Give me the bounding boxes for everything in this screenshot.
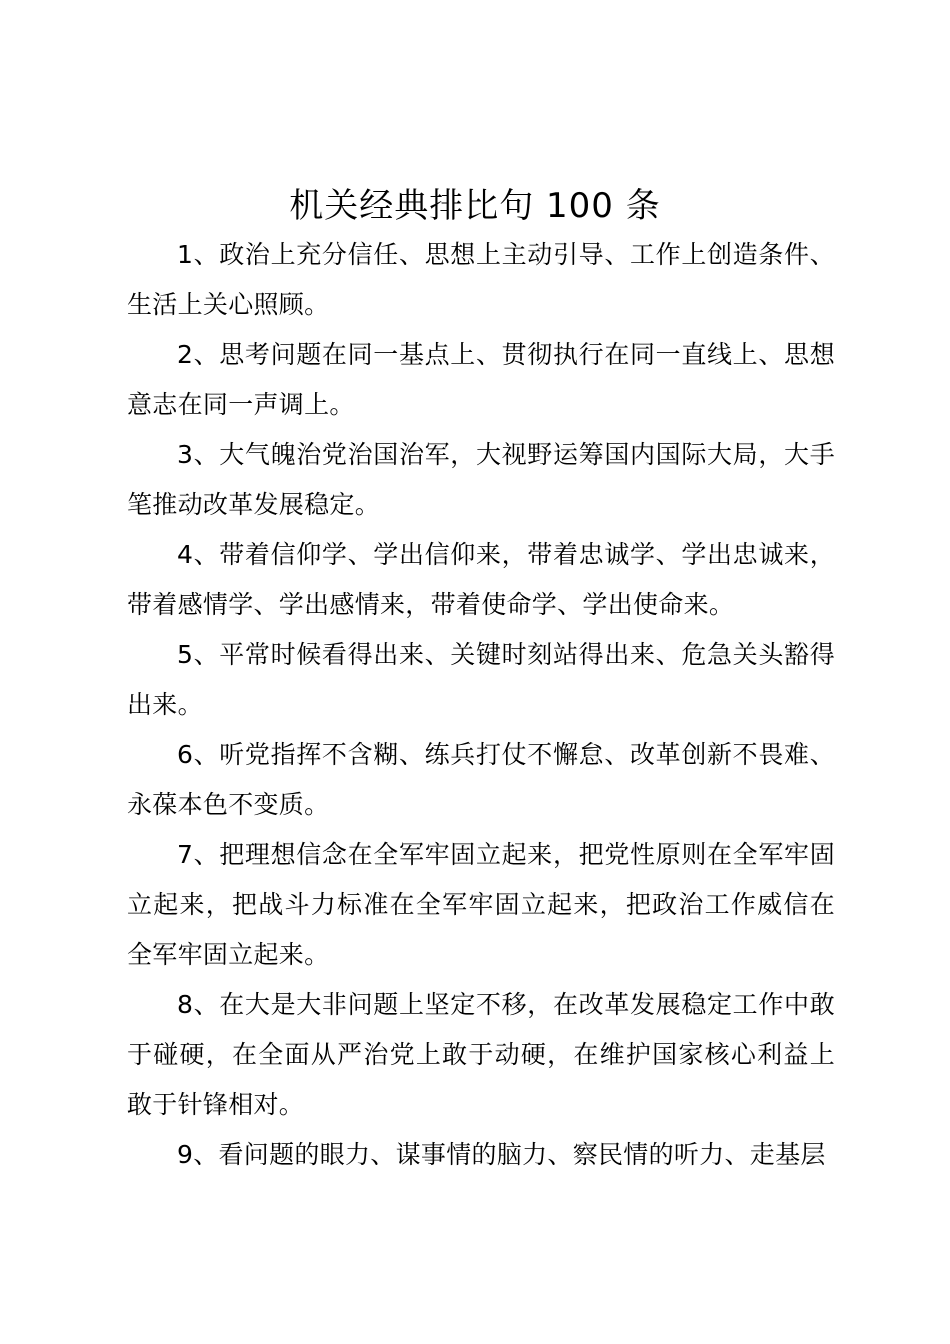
list-item-1: 1、政治上充分信任、思想上主动引导、工作上创造条件、生活上关心照顾。 [127, 240, 835, 319]
list-item-5: 5、平常时候看得出来、关键时刻站得出来、危急关头豁得出来。 [127, 640, 835, 719]
document-title: 机关经典排比句 100 条 [289, 186, 661, 226]
list-item-4: 4、带着信仰学、学出信仰来，带着忠诚学、学出忠诚来，带着感情学、学出感情来，带着使命学、学出使命来。 [127, 540, 835, 619]
list-item-6: 6、听党指挥不含糊、练兵打仗不懈怠、改革创新不畏难、永葆本色不变质。 [127, 740, 835, 819]
list-item-8: 8、在大是大非问题上坚定不移，在改革发展稳定工作中敢于碰硬，在全面从严治党上敢于动硬，在维护国家核心利益上敢于针锋相对。 [127, 990, 835, 1119]
document-body [127, 230, 835, 1180]
list-item-3: 3、大气魄治党治国治军，大视野运筹国内国际大局，大手笔推动改革发展稳定。 [127, 440, 835, 519]
list-item-9: 9、看问题的眼力、谋事情的脑力、察民情的听力、走基层 [177, 1140, 826, 1169]
list-item-7: 7、把理想信念在全军牢固立起来，把党性原则在全军牢固立起来，把战斗力标准在全军牢固立起来，把政治工作威信在全军牢固立起来。 [127, 840, 835, 969]
list-item-2: 2、思考问题在同一基点上、贯彻执行在同一直线上、思想意志在同一声调上。 [127, 340, 835, 419]
